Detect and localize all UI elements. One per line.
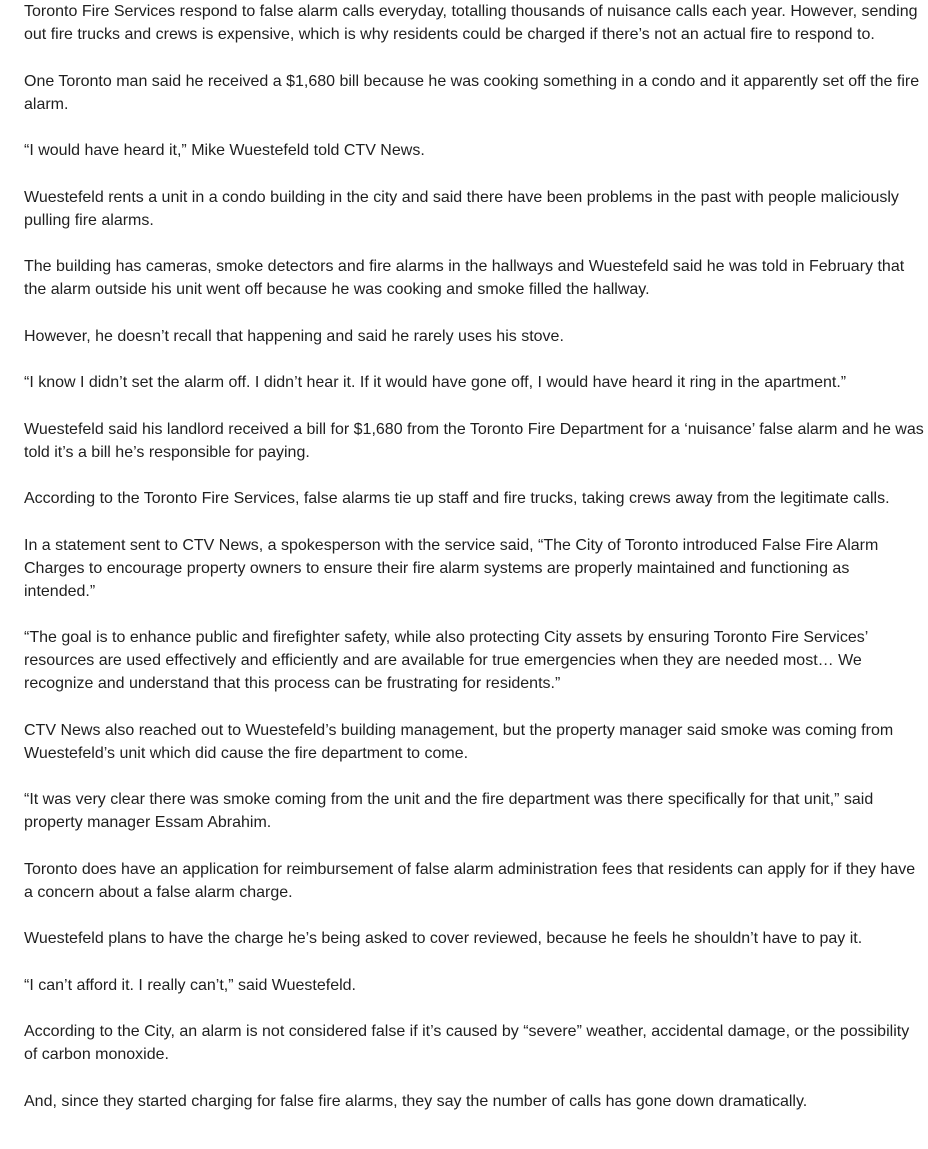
article-paragraph-18: And, since they started charging for false fire alarms, they say the number of calls has gone down dramatically. — [24, 1092, 808, 1110]
article-paragraph-5: The building has cameras, smoke detectors and fire alarms in the hallways and Wuestefeld said he was told in February that the alarm outside his unit went off because he was cooking and smoke filled the hallway. — [24, 258, 905, 298]
article-paragraph-15: Wuestefeld plans to have the charge he’s being asked to cover reviewed, because he feels he shouldn’t have to pay it. — [24, 930, 863, 947]
article-paragraph-10: In a statement sent to CTV News, a spokesperson with the service said, “The City of Toronto introduced False Fire Alarm Charges to encourage property owners to ensure their fire alarm systems are properly maintained and functioning as intended.” — [24, 536, 879, 600]
article-paragraph-12: CTV News also reached out to Wuestefeld’s building management, but the property manager said smoke was coming from Wuestefeld’s unit which did cause the fire department to come. — [24, 721, 894, 762]
article-paragraph-14: Toronto does have an application for reimbursement of false alarm administration fees that residents can apply for if they have a concern about a false alarm charge. — [24, 860, 916, 901]
article-paragraph-4: Wuestefeld rents a unit in a condo building in the city and said there have been problems in the past with people maliciously pulling fire alarms. — [24, 188, 899, 229]
article-paragraph-9: According to the Toronto Fire Services, false alarms tie up staff and fire trucks, taking crews away from the legitimate calls. — [24, 490, 890, 507]
article-paragraph-3: “I would have heard it,” Mike Wuestefeld told CTV News. — [24, 142, 425, 159]
article-paragraph-17: According to the City, an alarm is not considered false if it’s caused by “severe” weather, accidental damage, or the possibility of carbon monoxide. — [24, 1023, 910, 1063]
article-paragraph-13: “It was very clear there was smoke coming from the unit and the fire department was there specifically for that unit,” said property manager Essam Abrahim. — [24, 791, 874, 831]
article-paragraph-1: Toronto Fire Services respond to false alarm calls everyday, totalling thousands of nuisance calls each year. However, sending out fire trucks and crews is expensive, which is why residents could be charged if there’s not an actual fire to respond to. — [24, 3, 918, 43]
article-paragraph-7: “I know I didn’t set the alarm off. I didn’t hear it. If it would have gone off, I would have heard it ring in the apartment.” — [24, 374, 847, 391]
article-paragraph-16: “I can’t afford it. I really can’t,” said Wuestefeld. — [24, 976, 356, 994]
article-paragraph-8: Wuestefeld said his landlord received a bill for $1,680 from the Toronto Fire Department for a ‘nuisance’ false alarm and he was told it’s a bill he’s responsible for paying. — [24, 420, 924, 461]
article-paragraph-11: “The goal is to enhance public and firefighter safety, while also protecting City assets by ensuring Toronto Fire Services’ resources are used effectively and efficiently and are available for true emergencies when they are needed most… We recognize and understand that this process can be frustrating for residents.” — [24, 629, 868, 692]
article-paragraph-2: One Toronto man said he received a $1,680 bill because he was cooking something in a condo and it apparently set off the fire alarm. — [24, 72, 920, 113]
article-paragraph-6: However, he doesn’t recall that happening and said he rarely uses his stove. — [24, 327, 564, 345]
